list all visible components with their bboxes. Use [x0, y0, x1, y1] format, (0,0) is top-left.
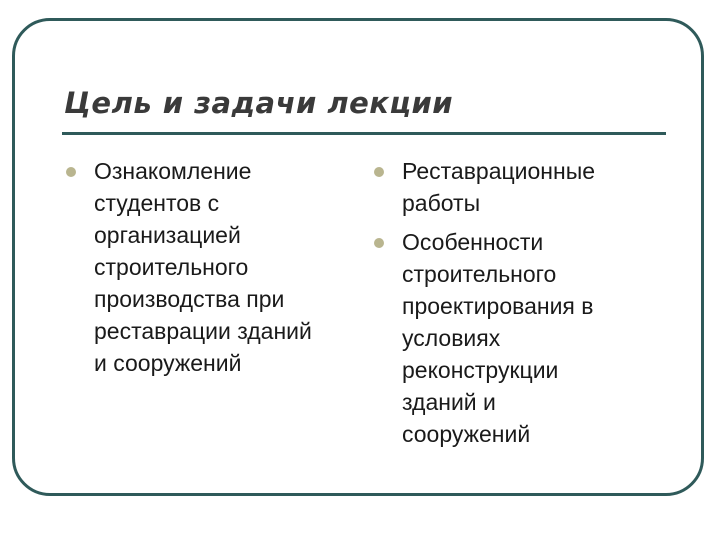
bullet-item: [374, 226, 674, 450]
bullet-dot-icon: [374, 167, 384, 177]
bullet-text: Реставрационные работы: [402, 158, 596, 216]
bullet-dot-icon: [374, 238, 384, 248]
bullet-dot-icon: [66, 167, 76, 177]
title-underline: [62, 132, 666, 135]
right-column: [374, 155, 674, 457]
bullet-item: [66, 155, 366, 379]
bullet-text: Особенности строительного проектирования в условиях реконструкции зданий и сооружений: [402, 229, 594, 447]
bullet-item: [374, 155, 674, 219]
left-column: [66, 155, 366, 386]
bullet-text: Ознакомление студентов с организацией строительного производства при реставрации зданий и сооружений: [94, 158, 312, 376]
slide-title: Цель и задачи лекции: [64, 86, 454, 120]
